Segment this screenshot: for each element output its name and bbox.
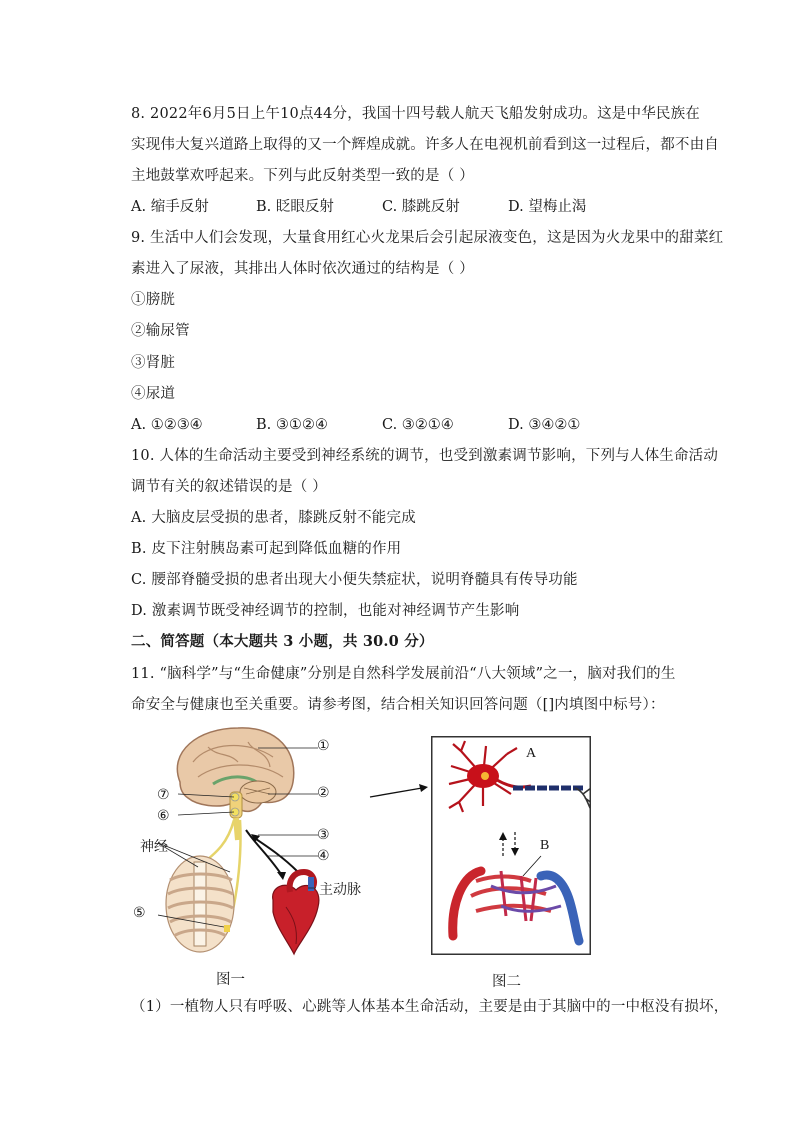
q9-item-2: ②输尿管 [131, 323, 190, 339]
q8-line-3: 主地鼓掌欢呼起来。下列与此反射类型一致的是（ ） [131, 168, 474, 184]
label-3: ③ [317, 827, 330, 843]
q10-line-2: 调节有关的叙述错误的是（ ） [131, 479, 327, 495]
connector-arrow [368, 782, 432, 802]
q10-option-b: B. 皮下注射胰岛素可起到降低血糖的作用 [131, 541, 402, 557]
q9-line-1: 9. 生活中人们会发现，大量食用红心火龙果后会引起尿液变色，这是因为火龙果中的甜菜红 [131, 230, 724, 246]
q10-option-d: D. 激素调节既受神经调节的控制，也能对神经调节产生影响 [131, 603, 520, 619]
label-7: ⑦ [157, 787, 170, 803]
q9-item-4: ④尿道 [131, 386, 176, 402]
q8-option-a: A. 缩手反射 [131, 199, 209, 215]
label-4: ④ [317, 848, 330, 864]
q8-option-c: C. 膝跳反射 [382, 199, 460, 215]
label-1: ① [317, 738, 330, 754]
brain-drawing [177, 728, 293, 818]
q9-option-a: A. ①②③④ [131, 417, 203, 433]
label-5: ⑤ [133, 905, 146, 921]
q8-line-2: 实现伟大复兴道路上取得的又一个辉煌成就。许多人在电视机前看到这一过程后，都不由自 [131, 137, 719, 153]
q9-option-d: D. ③④②① [508, 417, 581, 433]
q9-line-2: 素进入了尿液，其排出人体时依次通过的结构是（ ） [131, 261, 474, 277]
label-2: ② [317, 785, 330, 801]
figure-1-illustration [158, 722, 370, 964]
q9-option-b: B. ③①②④ [256, 417, 328, 433]
section-heading: 二、简答题（本大题共 3 小题，共 30.0 分） [131, 633, 434, 650]
q10-option-a: A. 大脑皮层受损的患者，膝跳反射不能完成 [131, 510, 416, 526]
label-aorta: 主动脉 [319, 882, 361, 898]
q8-line-1: 8. 2022年6月5日上午10点44分，我国十四号载人航天飞船发射成功。这是中华民族在 [131, 106, 700, 122]
q9-option-c: C. ③②①④ [382, 417, 454, 433]
figure-1-caption: 图一 [216, 972, 245, 988]
label-6: ⑥ [157, 808, 170, 824]
q9-item-1: ①膀胱 [131, 292, 176, 308]
q10-line-1: 10. 人体的生命活动主要受到神经系统的调节，也受到激素调节影响，下列与人体生命活动 [131, 448, 719, 464]
q11-line-1: 11. “脑科学”与“生命健康”分别是自然科学发展前沿“八大领域”之一，脑对我们的生 [131, 666, 676, 682]
q10-option-c: C. 腰部脊髓受损的患者出现大小便失禁症状，说明脊髓具有传导功能 [131, 572, 578, 588]
label-b: B [540, 838, 550, 853]
q11-sub-1: （1）一植物人只有呼吸、心跳等人体基本生命活动，主要是由于其脑中的一中枢没有损坏， [131, 999, 729, 1015]
heart-drawing [273, 872, 319, 954]
q9-item-3: ③肾脏 [131, 355, 176, 371]
ribcage-drawing [166, 856, 234, 952]
figure-2-illustration [431, 736, 591, 955]
figure-2-caption: 图二 [492, 974, 521, 990]
label-nerve: 神经 [140, 839, 168, 855]
label-a: A [526, 746, 537, 761]
q8-option-d: D. 望梅止渴 [508, 199, 587, 215]
q8-option-b: B. 眨眼反射 [256, 199, 334, 215]
q11-line-2: 命安全与健康也至关重要。请参考图，结合相关知识回答问题（[]内填图中标号）： [131, 697, 665, 713]
